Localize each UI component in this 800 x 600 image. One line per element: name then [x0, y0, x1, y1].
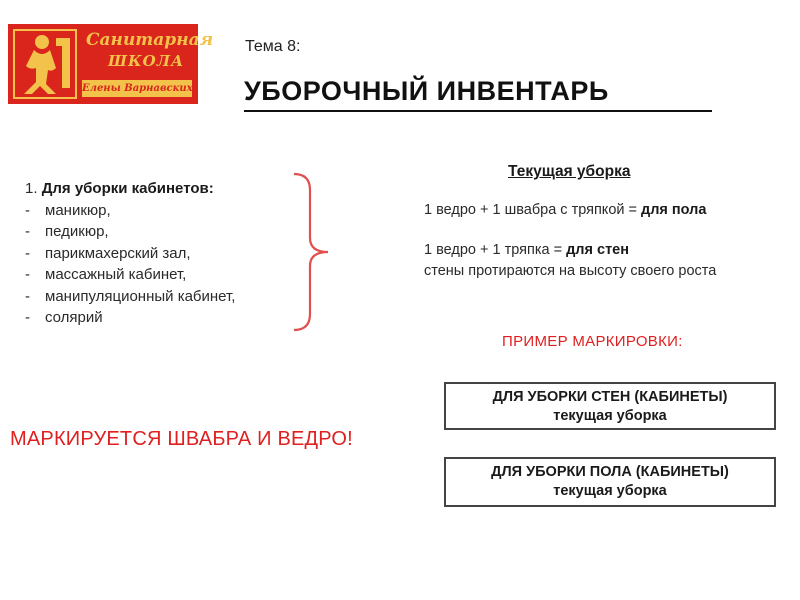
floor-label-box [444, 457, 776, 507]
label-line2: текущая уборка [553, 408, 667, 424]
floor-rule-target: для пола [641, 202, 707, 218]
marking-example-title: ПРИМЕР МАРКИРОВКИ: [502, 333, 683, 350]
page-title: УБОРОЧНЫЙ ИНВЕНТАРЬ [244, 76, 609, 106]
label-line2: текущая уборка [553, 483, 667, 499]
list-item-text: массажный кабинет, [45, 266, 187, 283]
marked-notice: МАРКИРУЕТСЯ ШВАБРА И ВЕДРО! [10, 428, 353, 450]
wall-rule [424, 242, 629, 258]
list-item: - маникюр, [25, 201, 111, 219]
label-line1: ДЛЯ УБОРКИ СТЕН (КАБИНЕТЫ) [492, 389, 728, 405]
right-brace-icon [292, 172, 332, 332]
list-item: - манипуляционный кабинет, [25, 287, 236, 305]
wall-label-box [444, 382, 776, 430]
current-cleaning-title: Текущая уборка [508, 163, 631, 180]
cabinet-list [25, 178, 235, 329]
logo-title-line1: Санитарная [86, 30, 214, 50]
list-item: - педикюр, [25, 223, 109, 240]
floor-rule [424, 202, 706, 218]
logo-author-strip: Елены Варнавских [82, 80, 192, 97]
heading-text: Для уборки кабинетов: [41, 180, 214, 197]
list-item: - солярий [25, 309, 103, 326]
list-item-text: парикмахерский зал, [45, 244, 191, 262]
list-item: - массажный кабинет, [25, 266, 187, 283]
list-item-text: солярий [45, 309, 103, 326]
label-line1: ДЛЯ УБОРКИ ПОЛА (КАБИНЕТЫ) [491, 464, 729, 480]
heading-number: 1. [25, 180, 38, 197]
topic-number: Тема 8: [245, 38, 301, 55]
list-item-text: педикюр, [45, 223, 109, 240]
floor-rule-text: 1 ведро + 1 швабра с тряпкой = [424, 202, 642, 218]
school-logo [8, 24, 214, 104]
dancer-emblem-icon [12, 28, 78, 100]
wall-rule-text: 1 ведро + 1 тряпка = [424, 242, 567, 258]
list-item-text: манипуляционный кабинет, [45, 287, 236, 305]
wall-rule-note: стены протираются на высоту своего роста [424, 263, 717, 279]
wall-rule-target: для стен [566, 242, 629, 258]
list-item-text: маникюр, [45, 201, 111, 219]
title-underline [244, 110, 712, 112]
logo-title-line2: ШКОЛА [108, 52, 185, 70]
list-item: - парикмахерский зал, [25, 244, 191, 262]
cabinet-list-heading [25, 178, 235, 200]
